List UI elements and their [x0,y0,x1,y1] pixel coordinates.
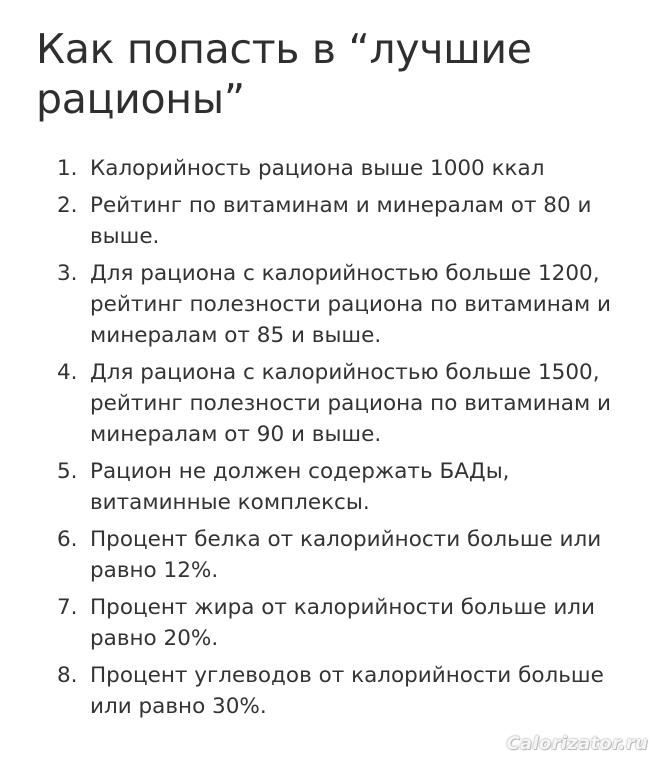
list-item-number: 8. [57,663,78,688]
page-title: Как попасть в “лучшие рационы” [36,25,532,123]
list-item-text: Рейтинг по витаминам и минералам от 80 и выше. [90,193,592,249]
list-item-text: Для рациона с калорийностью больше 1200, рейтинг полезности рациона по витаминам и минералам от 85 и выше. [90,261,611,348]
list-item-text: Процент белка от калорийности больше или равно 12%. [90,527,602,583]
list-item-number: 7. [57,595,78,620]
site-watermark: Calorizator.ru [506,733,648,754]
list-item-text: Процент жира от калорийности больше или равно 20%. [90,595,596,651]
list-item-number: 4. [57,360,78,385]
list-item [57,660,647,722]
list-item-number: 2. [57,193,78,218]
list-item [57,258,647,351]
list-item-text: Рацион не должен содержать БАДы, витаминные комплексы. [90,459,510,515]
list-item-number: 3. [57,261,78,286]
list-item-number: 6. [57,527,78,552]
list-item [57,153,647,184]
list-item [57,190,647,252]
list-item [57,524,647,586]
list-item [57,592,647,654]
list-item-text: Для рациона с калорийностью больше 1500, рейтинг полезности рациона по витаминам и минералам от 90 и выше. [90,360,611,447]
list-item-number: 5. [57,459,78,484]
criteria-list [57,153,647,728]
list-item [57,357,647,450]
list-item-text: Процент углеводов от калорийности больше или равно 30%. [90,663,604,719]
list-item-text: Калорийность рациона выше 1000 ккал [90,156,545,181]
list-item-number: 1. [57,156,78,181]
list-item [57,456,647,518]
